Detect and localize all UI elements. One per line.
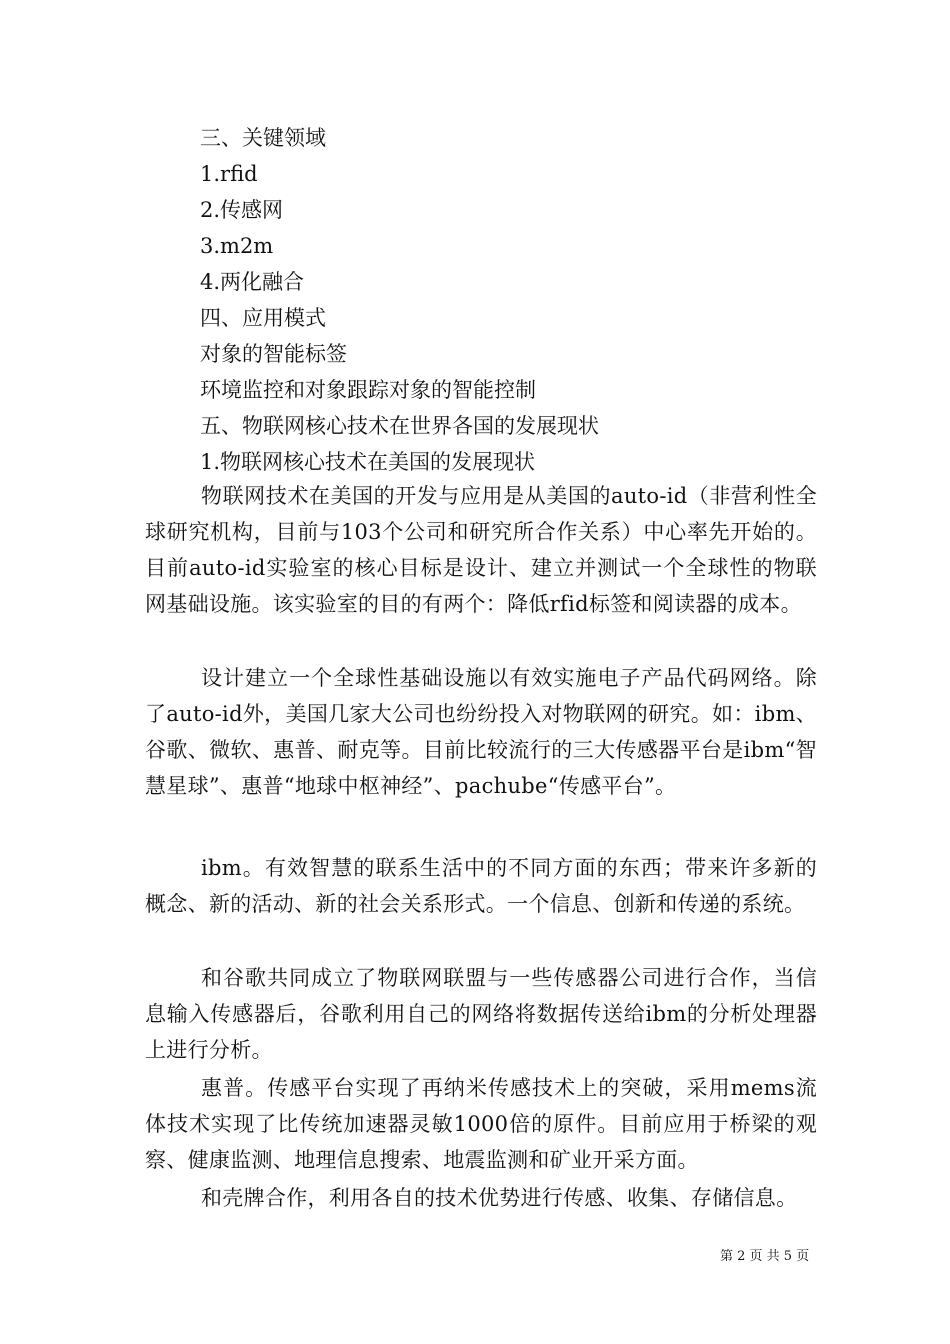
section-heading-global-status: 五、物联网核心技术在世界各国的发展现状 (200, 414, 599, 438)
paragraph-google: 和谷歌共同成立了物联网联盟与一些传感器公司进行合作，当信息输入传感器后，谷歌利用自己的网络将数据传送给ibm的分析处理器上进行分析。 (145, 966, 817, 1062)
list-item-monitoring-control: 环境监控和对象跟踪对象的智能控制 (200, 378, 536, 402)
page-number-footer: 第 2 页 共 5 页 (720, 1249, 810, 1264)
list-item-sensor-network: 2.传感网 (200, 198, 284, 222)
section-heading-application-modes: 四、应用模式 (200, 306, 326, 330)
list-item-rfid: 1.rfid (200, 162, 258, 186)
paragraph-us-companies: 设计建立一个全球性基础设施以有效实施电子产品代码网络。除了auto-id外，美国几家大公司也纷纷投入对物联网的研究。如：ibm、谷歌、微软、惠普、耐克等。目前比较流行的三大传感器平台是ibm“智慧星球”、惠普“地球中枢神经”、pachube“传感平台”。 (145, 666, 817, 798)
paragraph-ibm: ibm。有效智慧的联系生活中的不同方面的东西；带来许多新的概念、新的活动、新的社会关系形式。一个信息、创新和传递的系统。 (145, 856, 817, 916)
list-item-m2m: 3.m2m (200, 234, 274, 258)
paragraph-hp: 惠普。传感平台实现了再纳米传感技术上的突破，采用mems流体技术实现了比传统加速器灵敏1000倍的原件。目前应用于桥梁的观察、健康监测、地理信息搜索、地震监测和矿业开采方面。 (145, 1076, 817, 1172)
list-item-integration: 4.两化融合 (200, 270, 305, 294)
list-item-smart-tags: 对象的智能标签 (200, 342, 347, 366)
section-heading-key-areas: 三、关键领域 (200, 126, 326, 150)
subsection-heading-us-status: 1.物联网核心技术在美国的发展现状 (200, 450, 536, 474)
paragraph-auto-id: 物联网技术在美国的开发与应用是从美国的auto-id（非营利性全球研究机构，目前与103个公司和研究所合作关系）中心率先开始的。目前auto-id实验室的核心目标是设计、建立并测试一个全球性的物联网基础设施。该实验室的目的有两个：降低rfid标签和阅读器的成本。 (145, 484, 817, 616)
paragraph-shell: 和壳牌合作，利用各自的技术优势进行传感、收集、存储信息。 (201, 1186, 798, 1210)
